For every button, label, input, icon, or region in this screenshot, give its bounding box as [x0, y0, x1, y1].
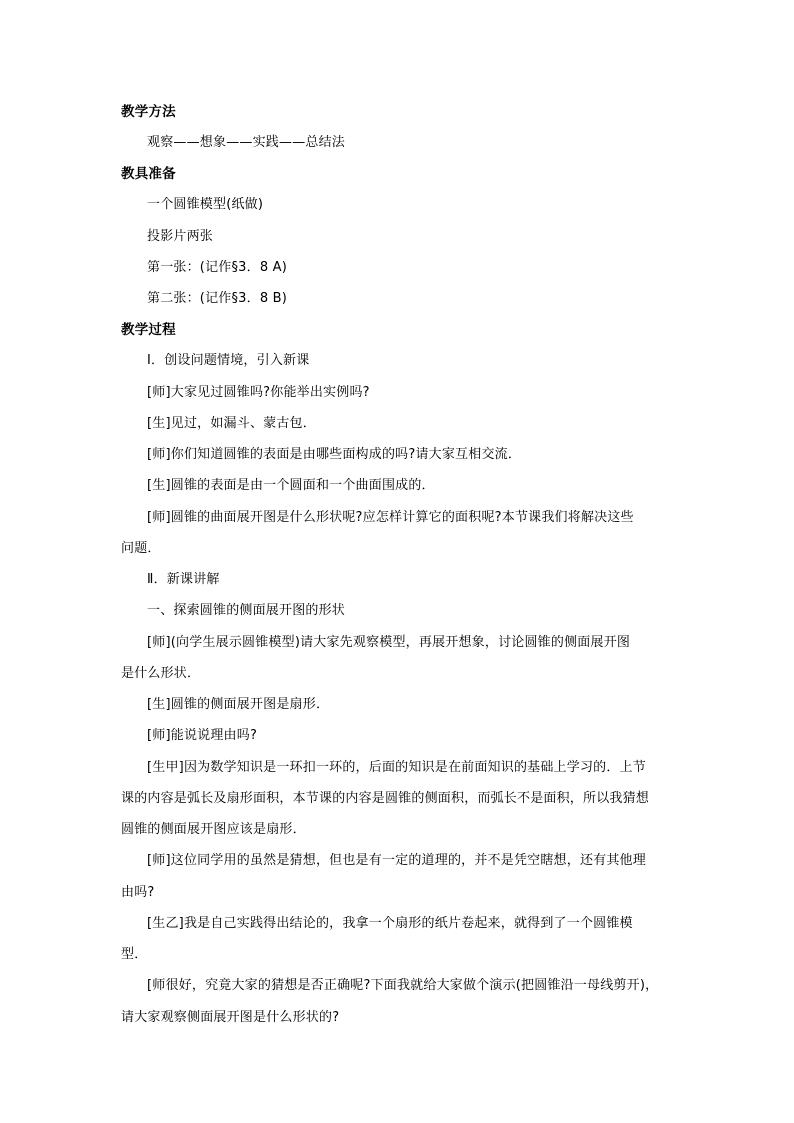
- tools-item: 第二张：(记作§3．8 B): [147, 291, 288, 306]
- process-line: [师很好，究竟大家的猜想是否正确呢?下面我就给大家做个演示(把圆锥沿一母线剪开)，: [147, 978, 659, 993]
- process-line: [师](向学生展示圆锥模型)请大家先观察模型，再展开想象，讨论圆锥的侧面展开图: [147, 635, 631, 650]
- process-line-continued: 问题．: [121, 541, 161, 556]
- process-line: [师]大家见过圆锥吗?你能举出实例吗?: [147, 385, 370, 400]
- process-line: [生]见过，如漏斗、蒙古包．: [147, 416, 316, 431]
- process-line-continued: 课的内容是弧长及扇形面积，本节课的内容是圆锥的侧面积，而弧长不是面积，所以我猜想: [121, 791, 650, 806]
- process-line-continued: 由吗?: [121, 885, 155, 900]
- tools-item: 第一张：(记作§3．8 A): [147, 260, 288, 275]
- process-section-title: Ⅱ．新课讲解: [147, 572, 220, 587]
- heading-teaching-tools: 教具准备: [121, 166, 176, 182]
- tools-item: 一个圆锥模型(纸做): [147, 197, 264, 212]
- process-line: [生甲]因为数学知识是一环扣一环的，后面的知识是在前面知识的基础上学习的．上节: [147, 760, 646, 775]
- process-section-title: Ⅰ．创设问题情境，引入新课: [147, 353, 310, 368]
- process-line: [生乙]我是自己实践得出结论的，我拿一个扇形的纸片卷起来，就得到了一个圆锥模: [147, 916, 633, 931]
- process-line-continued: 请大家观察侧面展开图是什么形状的?: [121, 1010, 340, 1025]
- process-line: [师]能说说理由吗?: [147, 728, 258, 743]
- process-line: [生]圆锥的表面是由一个圆面和一个曲面围成的．: [147, 478, 435, 493]
- process-line: [师]你们知道圆锥的表面是由哪些面构成的吗?请大家互相交流．: [147, 447, 522, 462]
- tools-item: 投影片两张: [147, 229, 214, 244]
- process-subsection-title: 一、探索圆锥的侧面展开图的形状: [147, 603, 346, 618]
- process-line-continued: 是什么形状．: [121, 666, 201, 681]
- process-line-continued: 型．: [121, 947, 148, 962]
- process-line: [师]这位同学用的虽然是猜想，但也是有一定的道理的，并不是凭空瞎想，还有其他理: [147, 853, 646, 868]
- process-line: [师]圆锥的曲面展开图是什么形状呢?应怎样计算它的面积呢?本节课我们将解决这些: [147, 510, 634, 525]
- heading-teaching-process: 教学过程: [121, 322, 176, 338]
- teaching-method-text: 观察——想象——实践——总结法: [147, 135, 346, 150]
- process-line: [生]圆锥的侧面展开图是扇形．: [147, 697, 330, 712]
- process-line-continued: 圆锥的侧面展开图应该是扇形．: [121, 822, 306, 837]
- heading-teaching-method: 教学方法: [121, 104, 176, 120]
